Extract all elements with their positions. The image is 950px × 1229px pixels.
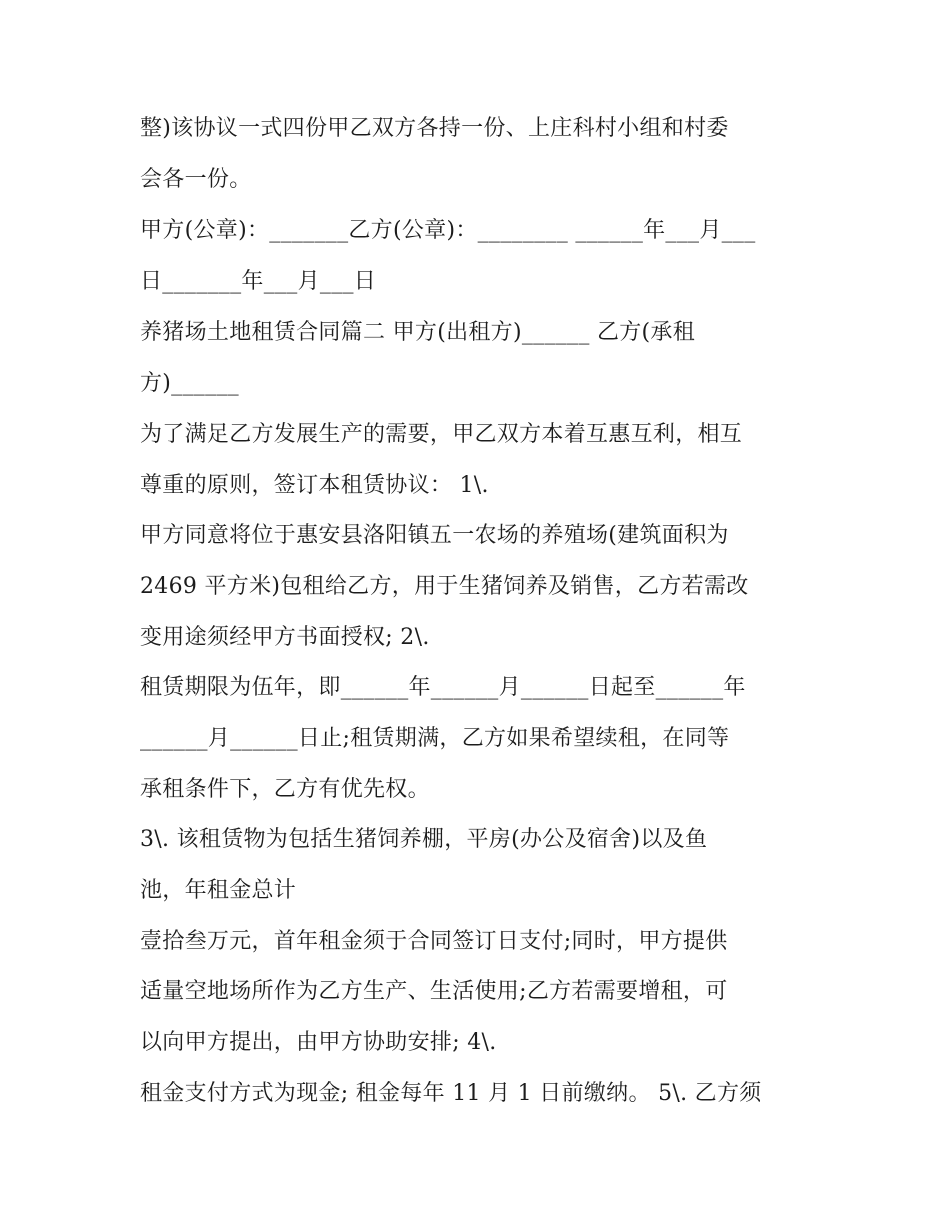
text-line: 适量空地场所作为乙方生产、生活使用;乙方若需要增租，可 [140,979,728,1004]
text-line: 壹拾叁万元，首年租金须于合同签订日支付;同时，甲方提供 [140,929,728,954]
text-line: 整)该协议一式四份甲乙双方各持一份、上庄科村小组和村委 [140,116,729,141]
text-line: 租金支付方式为现金; 租金每年 11 月 1 日前缴纳。 5\. 乙方须 [140,1081,762,1106]
text-line: 租赁期限为伍年，即______年______月______日起至______年 [140,675,746,700]
text-line: 池，年租金总计 [140,878,297,903]
text-line: 甲方同意将位于惠安县洛阳镇五一农场的养殖场(建筑面积为 [140,523,729,548]
text-line: 2469 平方米)包租给乙方，用于生猪饲养及销售，乙方若需改 [140,574,749,599]
text-line: 以向甲方提出，由甲方协助安排; 4\. [140,1030,497,1055]
date-line: 日_______年___月___日 [140,269,377,294]
text-line: 承租条件下，乙方有优先权。 [140,777,430,802]
text-line: 方)______ [140,371,239,396]
section-heading-line: 养猪场土地租赁合同篇二 甲方(出租方)______ 乙方(承租 [140,320,696,345]
text-line: 3\. 该租赁物为包括生猪饲养棚，平房(办公及宿舍)以及鱼 [140,827,708,852]
text-line: ______月______日止;租赁期满，乙方如果希望续租，在同等 [140,726,730,751]
text-line: 尊重的原则，签订本租赁协议： 1\. [140,473,489,498]
text-line: 会各一份。 [140,167,252,192]
signature-line: 甲方(公章)：_______乙方(公章)：________ ______年___月___ [140,218,756,243]
text-line: 变用途须经甲方书面授权; 2\. [140,625,430,650]
text-line: 为了满足乙方发展生产的需要，甲乙双方本着互惠互利，相互 [140,422,743,447]
